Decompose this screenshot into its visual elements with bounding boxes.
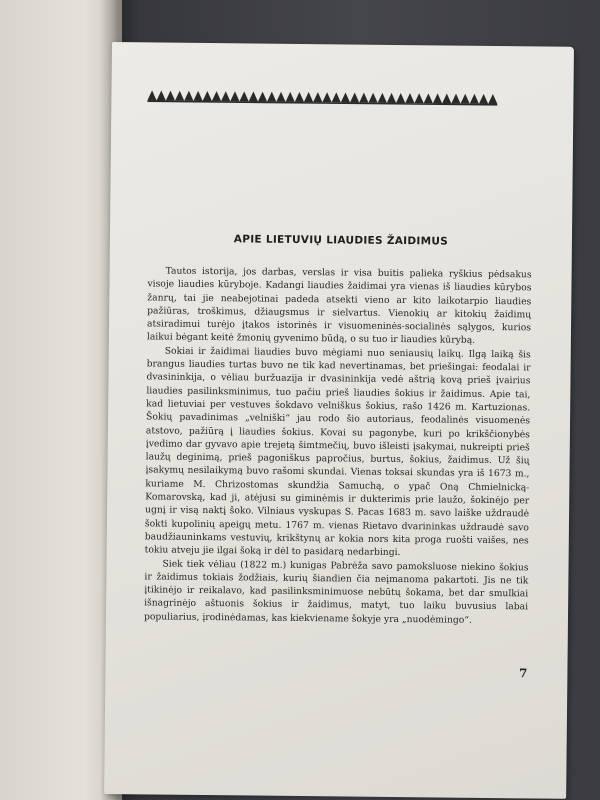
paragraph: Tautos istorija, jos darbas, verslas ir visa buitis palieka ryškius pėdsakus visoje liaudies kūryboje. Kadangi liaudies žaidimai yra vienas iš liaudies kūrybos žanrų, tai jie neabejotinai padeda atsekti vieno ar kito laikotarpio liaudies pažiūras, troškimus, džiaugsmus ir sielvartus. Vienokių ar kitokių žaidimų atsiradimui turėjo įtakos istorinės ir visuomeninės-socialinės sąlygos, kurios laikui bėgant keitė žmonių gyvenimo būdą, o su tuo ir liaudies kūrybą. — [146, 265, 532, 347]
ornament-triangle — [488, 94, 497, 104]
ornament-triangle — [295, 92, 304, 102]
ornament-triangle — [332, 92, 341, 102]
ornament-triangle — [212, 91, 221, 101]
ornament-triangle — [184, 91, 193, 101]
ornament-triangle — [378, 93, 387, 103]
ornament-triangle — [258, 92, 267, 102]
ornament-triangle — [442, 93, 451, 103]
page-number: 7 — [518, 666, 528, 681]
ornament-triangle — [193, 91, 202, 101]
ornament-triangle — [387, 93, 396, 103]
ornament-triangle — [147, 90, 156, 100]
ornament-triangle — [405, 93, 414, 103]
ornament-triangle — [368, 93, 377, 103]
ornament-triangle — [286, 92, 295, 102]
ornament-triangle — [322, 92, 331, 102]
ornament-triangle — [350, 92, 359, 102]
ornament-triangle — [396, 93, 405, 103]
paragraph: Siek tiek vėliau (1822 m.) kunigas Pabrėža savo pamoksluose niekino šokius ir žaidimus tokiais žodžiais, kurių šiandien čia neįmanoma pakartoti. Jis ne tik įtikinėjo ir reikalavo, kad pasilinksminimuose nebūtų šokama, bet dar smulkiai išnagrinėjo aštuonis šokius ir žaidimus, matyt, tuo laiku buvusius labai populiarius, įrodinėdamas, kas kiekviename šokyje yra „nuodėmingo“. — [143, 558, 529, 626]
book-page — [104, 42, 574, 799]
ornament-triangle — [359, 93, 368, 103]
decorative-border-ornament — [147, 88, 497, 106]
ornament-triangle — [221, 91, 230, 101]
ornament-triangle — [461, 94, 470, 104]
ornament-triangle — [470, 94, 479, 104]
ornament-triangle — [313, 92, 322, 102]
article-body — [144, 264, 532, 627]
ornament-triangle — [451, 94, 460, 104]
ornament-triangle — [230, 91, 239, 101]
ornament-triangle — [166, 91, 175, 101]
ornament-triangle — [304, 92, 313, 102]
paragraph: Sokiai ir žaidimai liaudies buvo mėgiami nuo seniausių laikų. Ilgą laiką šis brangus liaudies turtas buvo ne tik kad nevertinamas, bet priešingai: feodalai ir dvasininkija, o vėliau buržuazija ir dvasininkija vedė aštrią kovą prieš įvairius liaudies pasilinksminimus, tuo pačiu prieš liaudies šokius ir žaidimus. Apie tai, kad lietuviai per vestuves šokdavo velniškus šokius, rašo 1426 m. Kartuzionas. Šokių pavadinimas „velniški“ jau rodo šio autoriaus, feodalinės visuomenės atstovo, pažiūrą į liaudies šokius. Kovai su pagonybe, kuri po krikščionybės įvedimo dar gyvavo apie trejetą šimtmečių, buvo išleisti įsakymai, nukreipti prieš laužų deginimą, prieš pagoniškus papročius, burtus, šokius, žaidimus. Už šių įsakymų nesilaikymą buvo rašomi skundai. Vienas toksai skundas yra iš 1673 m., kuriame M. Chrizostomas skundžia Samuchą, o ypač Oną Chmielnicką-Komarovską, kad ji, atėjusi su giminėmis ir dukterimis prie laužo, šokinėjo per ugnį ir visą naktį šoko. Vilniaus vyskupas S. Pacas 1683 m. savo laiške uždraudė šokti kupolinių apeigų metu. 1767 m. vienas Rietavo dvarininkas uždraudė savo baudžiauninkams vestuvių, krikštynų ar kokia nors kita proga ruošti vaišes, nes tokiu atveju jie ilgai šoką ir dėl to pasidarą nedarbingi. — [144, 345, 531, 559]
ornament-triangle — [433, 93, 442, 103]
ornament-triangle — [175, 91, 184, 101]
ornament-triangle — [157, 90, 166, 100]
ornament-triangle — [414, 93, 423, 103]
ornament-triangle — [239, 91, 248, 101]
ornament-triangle — [276, 92, 285, 102]
ornament-triangle — [203, 91, 212, 101]
ornament-triangle — [479, 94, 488, 104]
ornament-triangle — [267, 92, 276, 102]
ornament-triangle — [341, 92, 350, 102]
ornament-triangle — [424, 93, 433, 103]
article-heading: APIE LIETUVIŲ LIAUDIES ŽAIDIMUS — [233, 233, 449, 248]
ornament-triangle — [249, 91, 258, 101]
